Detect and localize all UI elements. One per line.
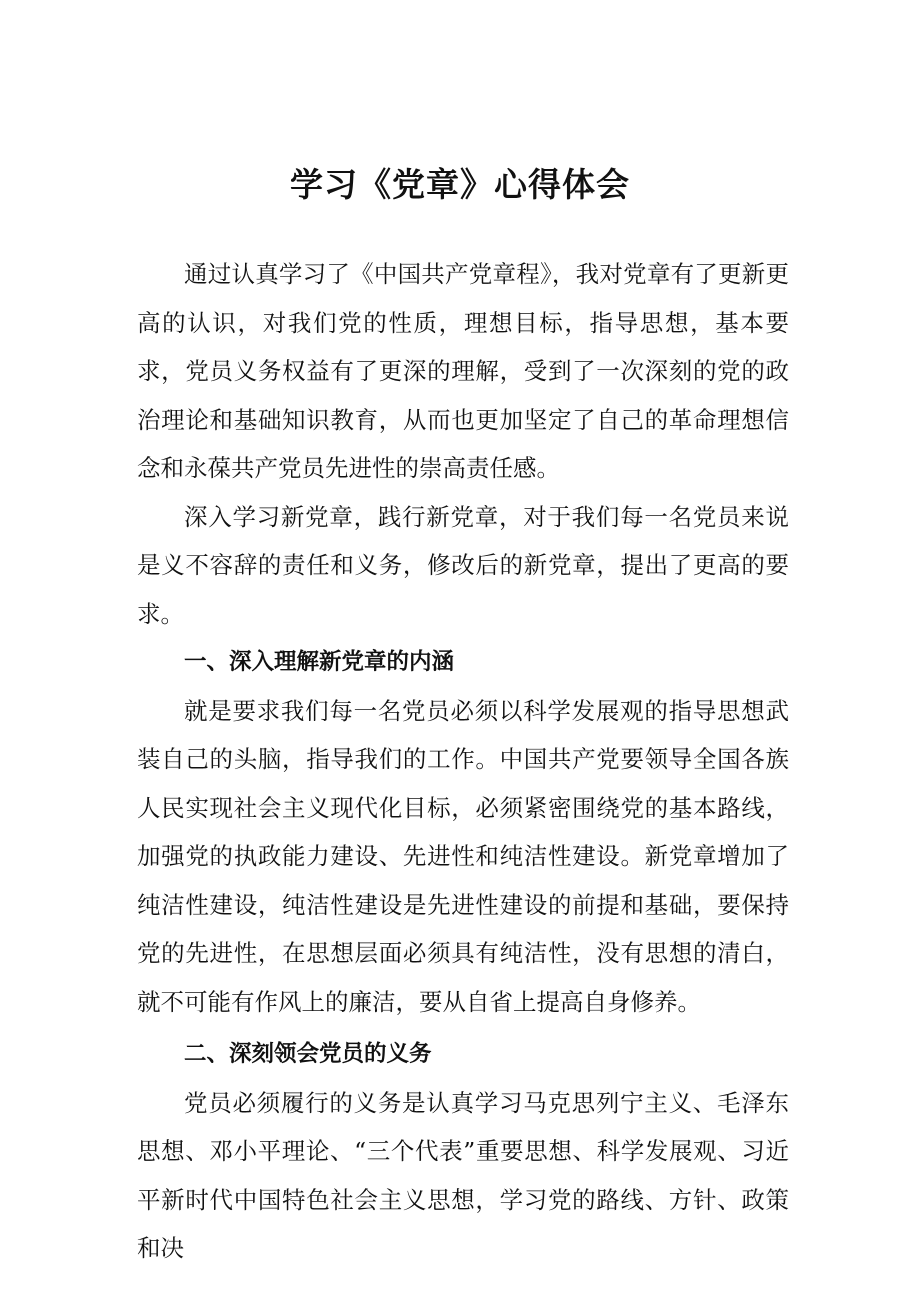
paragraph-intro: 通过认真学习了《中国共产党章程》，我对党章有了更新更高的认识，对我们党的性质，理想目标，指导思想，基本要求，党员义务权益有了更深的理解，受到了一次深刻的党的政治理论和基础知识教育，从而也更加坚定了自己的革命理想信念和永葆共产党员先进性的崇高责任感。 (137, 260, 789, 482)
paragraph-obligations: 党员必须履行的义务是认真学习马克思列宁主义、毛泽东思想、邓小平理论、“三个代表”重要思想、科学发展观、习近平新时代中国特色社会主义思想，学习党的路线、方针、政策和决 (137, 1088, 789, 1262)
paragraph-connotation: 就是要求我们每一名党员必须以科学发展观的指导思想武装自己的头脑，指导我们的工作。中国共产党要领导全国各族人民实现社会主义现代化目标，必须紧密围绕党的基本路线，加强党的执政能力建设、先进性和纯洁性建设。新党章增加了纯洁性建设，纯洁性建设是先进性建设的前提和基础，要保持党的先进性，在思想层面必须具有纯洁性，没有思想的清白，就不可能有作风上的廉洁，要从自省上提高自身修养。 (137, 696, 789, 1016)
document-title: 学习《党章》心得体会 (290, 165, 630, 204)
section-heading-1: 一、深入理解新党章的内涵 (184, 649, 455, 675)
document-body (137, 250, 789, 1273)
section-heading-2: 二、深刻领会党员的义务 (184, 1041, 432, 1067)
paragraph-practice: 深入学习新党章，践行新党章，对于我们每一名党员来说是义不容辞的责任和义务，修改后的新党章，提出了更高的要求。 (137, 502, 789, 628)
